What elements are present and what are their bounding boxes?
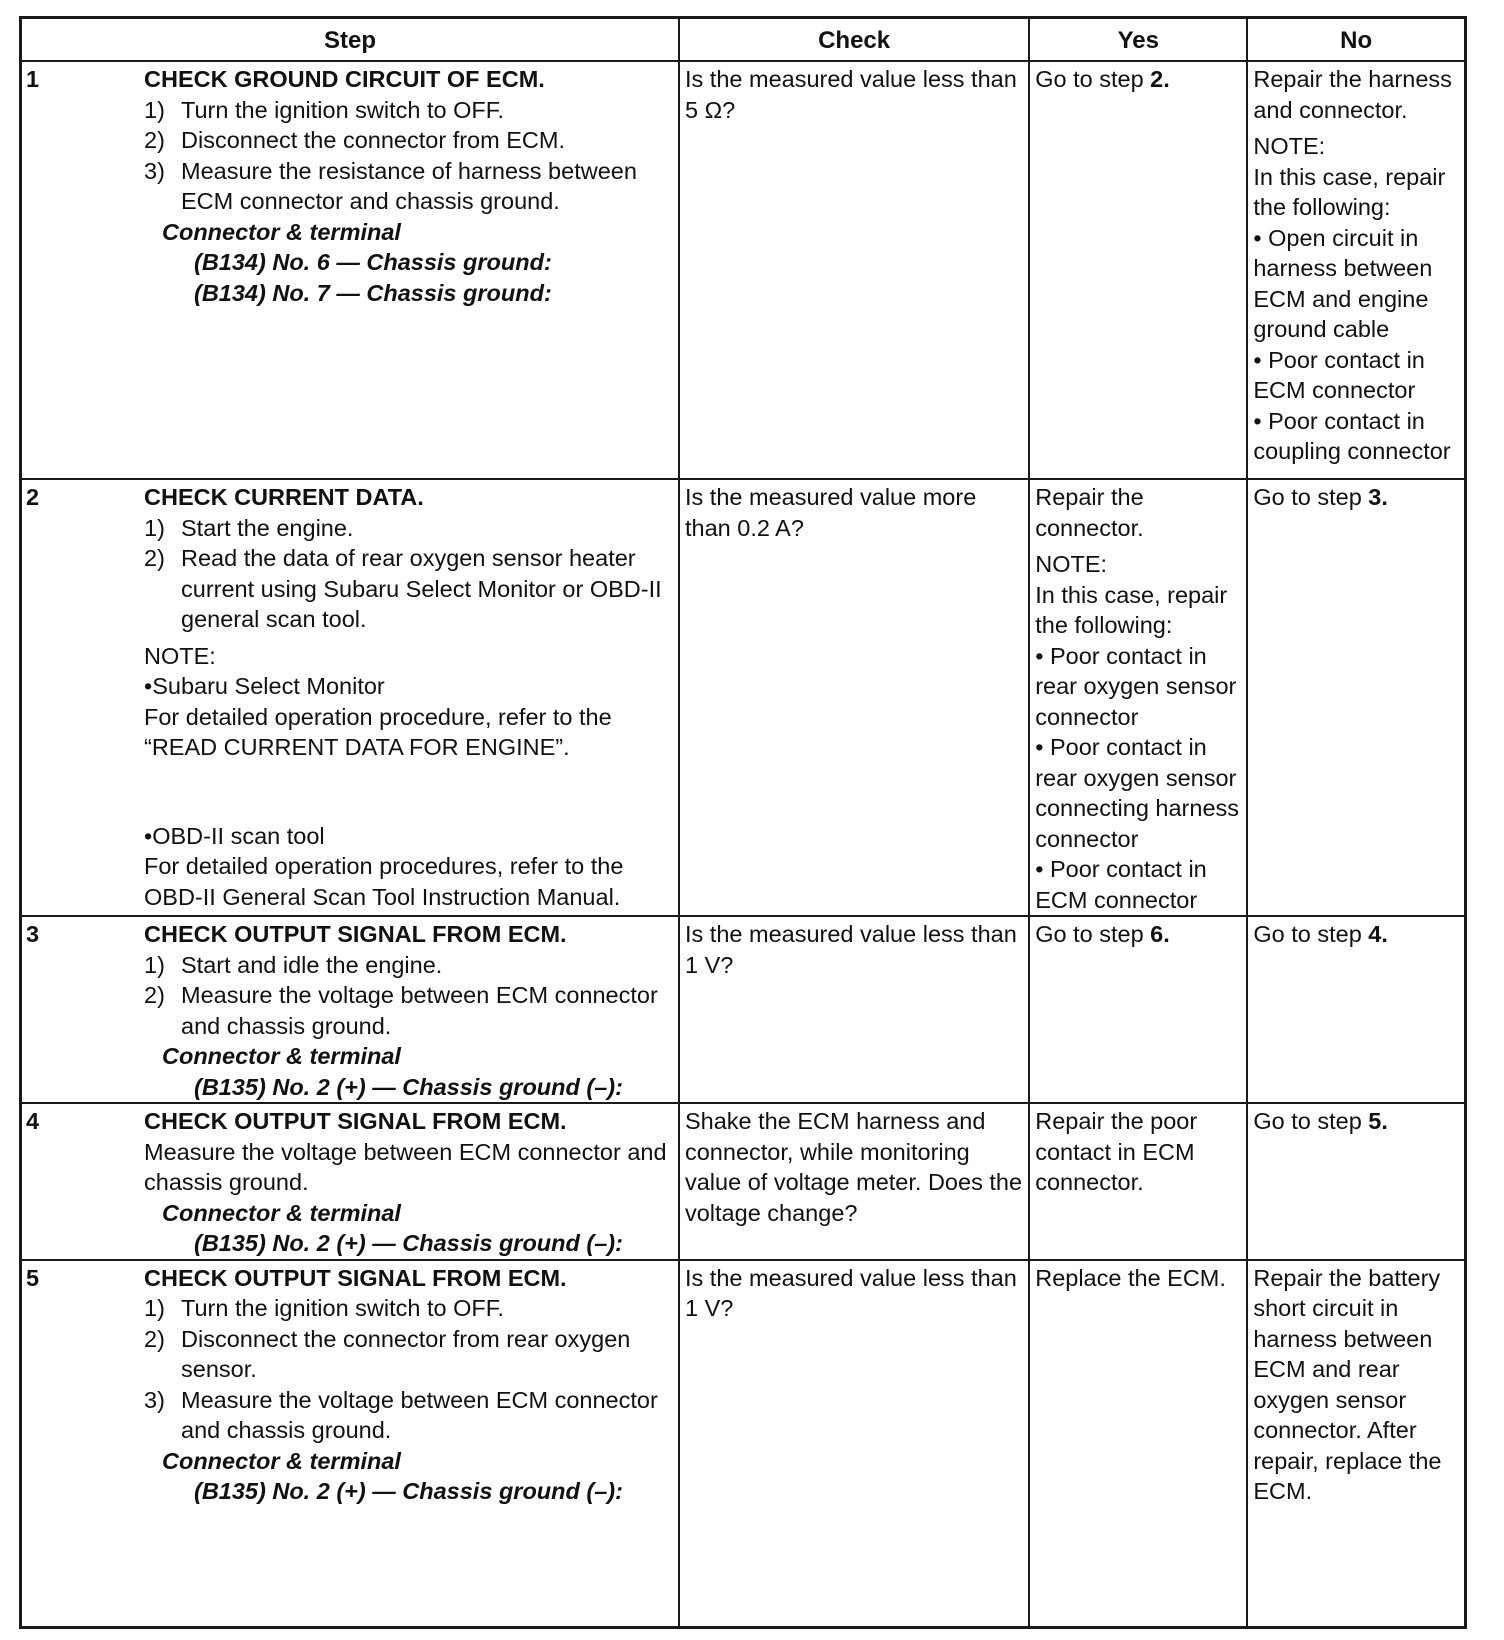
list-item: 1) Start the engine. [144,514,354,541]
connector-terminal-value: (B134) No. 6 — Chassis ground: [194,249,552,275]
table-row [21,916,1466,1103]
check-cell: Is the measured value less than 1 V? [679,1260,1029,1628]
step-number: 2 [26,484,40,510]
step-number: 3 [26,921,40,947]
yes-cell: Repair the connector. NOTE: In this case, repair the following: • Poor contact in rear oxygen sensor connector • Poor contact in rear oxygen sensor connecting harness connector • Poor contact in ECM connector [1029,479,1247,916]
note-obd: •OBD-II scan tool [144,822,325,849]
step-title: CHECK CURRENT DATA. [144,484,424,510]
list-item: • Poor contact in ECM connector [1253,346,1425,403]
step-cell [21,1260,679,1628]
diagnostic-table [19,16,1467,1629]
table-row [21,479,1466,916]
list-item: 3) Measure the resistance of harness between ECM connector and chassis ground. [144,157,637,214]
yes-cell: Repair the poor contact in ECM connector. [1029,1103,1247,1260]
list-item: 2) Disconnect the connector from ECM. [144,127,565,153]
step-title: CHECK OUTPUT SIGNAL FROM ECM. [144,1264,567,1291]
connector-terminal-value: (B135) No. 2 (+) — Chassis ground (–): [194,1230,623,1256]
no-cell: Go to step 3. [1247,479,1465,916]
connector-terminal-label: Connector & terminal [162,1447,401,1474]
list-item: • Poor contact in rear oxygen sensor connecting harness connector [1035,734,1240,852]
connector-terminal-label: Connector & terminal [162,1043,401,1069]
connector-terminal-value: (B135) No. 2 (+) — Chassis ground (–): [194,1478,623,1504]
no-cell: Go to step 4. [1247,916,1465,1103]
header-step: Step [21,18,679,62]
no-cell: Repair the harness and connector. NOTE: In this case, repair the following: • Open circuit in harness between ECM and engine ground cable • Poor contact in ECM connector • Poor contact in coupling connector [1247,61,1465,479]
yes-cell: Replace the ECM. [1029,1260,1247,1628]
list-item: • Poor contact in coupling connector [1253,407,1451,464]
connector-terminal-label: Connector & terminal [162,1199,401,1226]
yes-cell: Go to step 2. [1029,61,1247,479]
table-header-row [21,18,1466,62]
step-ref: 2. [1150,66,1170,92]
no-cell: Repair the battery short circuit in harness between ECM and rear oxygen sensor connector. After repair, replace the ECM. [1247,1260,1465,1628]
step-number: 5 [26,1264,40,1291]
connector-terminal-value: (B135) No. 2 (+) — Chassis ground (–): [194,1073,623,1100]
list-item: 2) Read the data of rear oxygen sensor heater current using Subaru Select Monitor or OBD-II general scan tool. [144,545,662,632]
list-item: 2) Measure the voltage between ECM connector and chassis ground. [144,982,658,1039]
step-title: CHECK GROUND CIRCUIT OF ECM. [144,66,545,92]
step-body: Measure the voltage between ECM connector and chassis ground. [144,1138,667,1195]
connector-terminal-label: Connector & terminal [162,218,401,245]
header-check: Check [679,18,1029,62]
check-cell: Is the measured value less than 1 V? [679,916,1029,1103]
step-cell [21,916,679,1103]
check-cell: Shake the ECM harness and connector, while monitoring value of voltage meter. Does the voltage change? [679,1103,1029,1260]
list-item: 3) Measure the voltage between ECM connector and chassis ground. [144,1386,658,1443]
diagnostic-procedure-document [19,16,1467,1629]
step-ref: 3. [1368,484,1388,510]
connector-terminal-value: (B134) No. 7 — Chassis ground: [194,279,552,306]
table-row [21,61,1466,479]
note-label: NOTE: [144,642,216,669]
no-cell: Go to step 5. [1247,1103,1465,1260]
step-cell [21,479,679,916]
step-ref: 5. [1368,1108,1388,1134]
check-cell: Is the measured value more than 0.2 A? [679,479,1029,916]
step-number: 1 [26,66,40,92]
step-cell [21,61,679,479]
list-item: 2) Disconnect the connector from rear oxygen sensor. [144,1325,631,1382]
step-number: 4 [26,1108,40,1134]
list-item: 1) Turn the ignition switch to OFF. [144,1295,505,1321]
step-ref: 4. [1368,921,1388,947]
table-row [21,1103,1466,1260]
check-cell: Is the measured value less than 5 Ω? [679,61,1029,479]
table-row [21,1260,1466,1628]
note-ssm-text: For detailed operation procedure, refer to the “READ CURRENT DATA FOR ENGINE”. [144,703,612,760]
step-title: CHECK OUTPUT SIGNAL FROM ECM. [144,921,567,947]
step-ref: 6. [1150,921,1170,947]
header-yes: Yes [1029,18,1247,62]
list-item: 1) Start and idle the engine. [144,951,443,978]
list-item: • Poor contact in ECM connector [1035,856,1207,913]
note-obd-text: For detailed operation procedures, refer to the OBD-II General Scan Tool Instruction Manual. [144,853,624,910]
yes-cell: Go to step 6. [1029,916,1247,1103]
list-item: • Poor contact in rear oxygen sensor connector [1035,642,1237,730]
note-ssm: •Subaru Select Monitor [144,673,385,699]
list-item: • Open circuit in harness between ECM and engine ground cable [1253,224,1433,342]
step-title: CHECK OUTPUT SIGNAL FROM ECM. [144,1108,567,1134]
step-cell [21,1103,679,1260]
list-item: 1) Turn the ignition switch to OFF. [144,96,505,123]
header-no: No [1247,18,1465,62]
